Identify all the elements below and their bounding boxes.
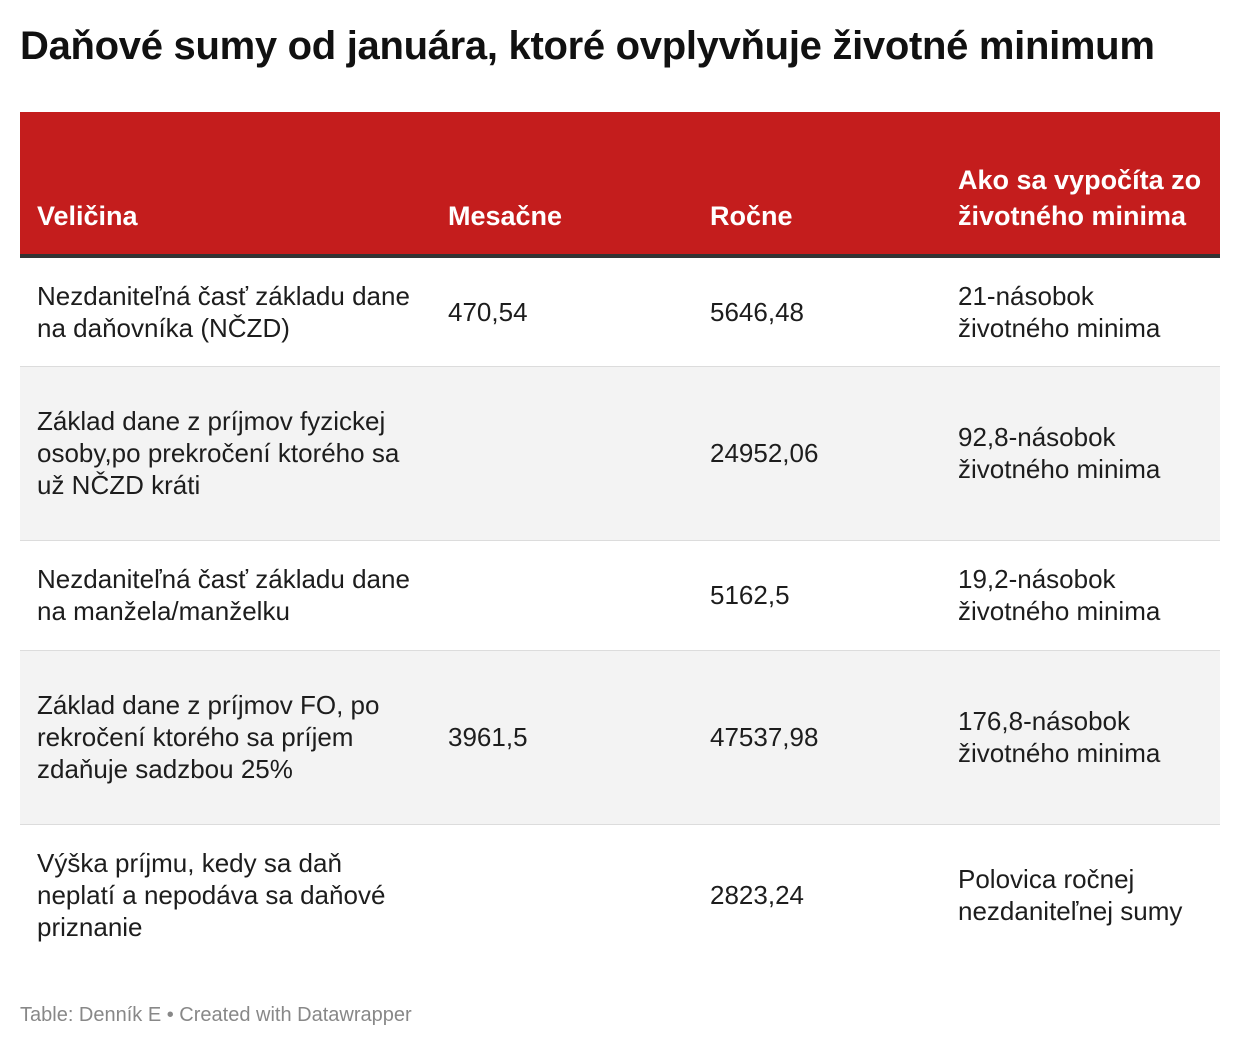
- cell-velicina: Základ dane z príjmov FO, po rekročení ktorého sa príjem zdaňuje sadzbou 25%: [20, 650, 431, 824]
- table-header-row: [20, 112, 1220, 256]
- table-row: [20, 366, 1220, 540]
- cell-velicina: Nezdaniteľná časť základu dane na daňovníka (NČZD): [20, 256, 431, 366]
- cell-rocne: 24952,06: [693, 366, 941, 540]
- column-header-mesacne[interactable]: Mesačne: [431, 112, 693, 256]
- source-footer: Table: Denník E • Created with Datawrapper: [20, 1004, 412, 1026]
- cell-vypocet: Polovica ročnej nezdaniteľnej sumy: [958, 864, 1183, 927]
- chart-title: Daňové sumy od januára, ktoré ovplyvňuje životné minimum: [20, 24, 1155, 68]
- cell-vypocet: 21-násobok životného minima: [941, 256, 1220, 366]
- data-table: [20, 112, 1220, 966]
- table-row: [20, 824, 1220, 966]
- cell-rocne: 47537,98: [693, 650, 941, 824]
- cell-velicina: Základ dane z príjmov fyzickej osoby,po prekročení ktorého sa už NČZD kráti: [20, 366, 431, 540]
- column-header-velicina[interactable]: Veličina: [20, 112, 431, 256]
- column-header-vypocet[interactable]: Ako sa vypočíta zo životného minima: [941, 112, 1220, 256]
- cell-velicina: Nezdaniteľná časť základu dane na manžela/manželku: [20, 540, 431, 650]
- cell-rocne: 5646,48: [693, 256, 941, 366]
- cell-mesacne: [431, 366, 693, 540]
- cell-vypocet: 176,8-násobok životného minima: [941, 650, 1220, 824]
- table-row: [20, 540, 1220, 650]
- column-header-rocne[interactable]: Ročne: [693, 112, 941, 256]
- cell-mesacne: 3961,5: [431, 650, 693, 824]
- cell-rocne: 5162,5: [693, 540, 941, 650]
- cell-mesacne: 470,54: [431, 256, 693, 366]
- cell-rocne: 2823,24: [710, 880, 804, 911]
- cell-vypocet: 92,8-násobok životného minima: [941, 366, 1220, 540]
- cell-vypocet: 19,2-násobok životného minima: [941, 540, 1220, 650]
- table-row: [20, 256, 1220, 366]
- cell-mesacne: [431, 824, 693, 966]
- cell-mesacne: [431, 540, 693, 650]
- table-row: [20, 650, 1220, 824]
- cell-velicina: Výška príjmu, kedy sa daň neplatí a nepodáva sa daňové priznanie: [37, 848, 386, 943]
